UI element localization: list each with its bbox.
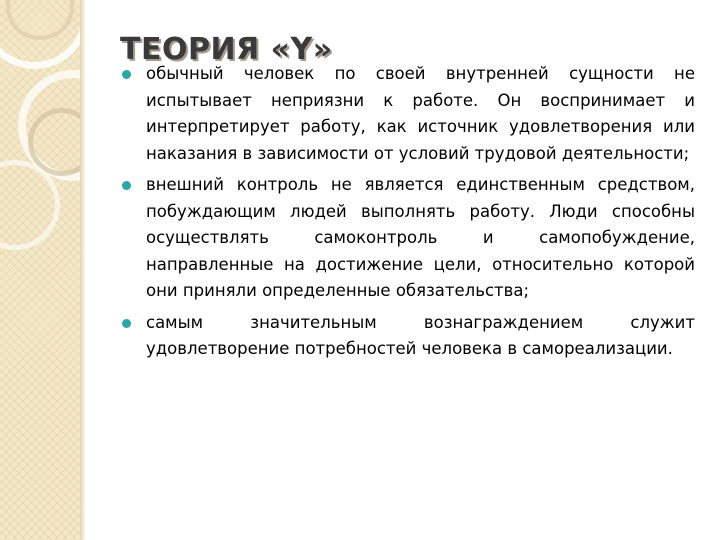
bullet-item [120, 61, 695, 167]
bullet-item [120, 310, 695, 363]
bullet-dot-icon [122, 181, 131, 190]
slide-title: ТЕОРИЯ «Y» [120, 32, 333, 67]
decorative-sidebar [0, 0, 80, 540]
bullet-dot-icon [122, 319, 131, 328]
sidebar-divider [80, 0, 86, 540]
bullet-text: обычный человек по своей внутренней сущности не испытывает неприязни к работе. Он воспринимает и интерпретирует работу, как источник удовлетворения или наказания в зависимости от условий трудовой деятельности; [146, 64, 695, 163]
bullet-item [120, 172, 695, 305]
bullet-text: самым значительным вознаграждением служит удовлетворение потребностей человека в самореализации. [146, 312, 695, 358]
bullet-text: внешний контроль не является единственным средством, побуждающим людей выполнять работу. Люди способны осуществлять самоконтроль и самопобуждение, направленные на достижение цели, относительно которой они приняли определенные обязательства; [146, 175, 695, 300]
bullet-list [120, 61, 695, 363]
bullet-dot-icon [122, 70, 131, 79]
